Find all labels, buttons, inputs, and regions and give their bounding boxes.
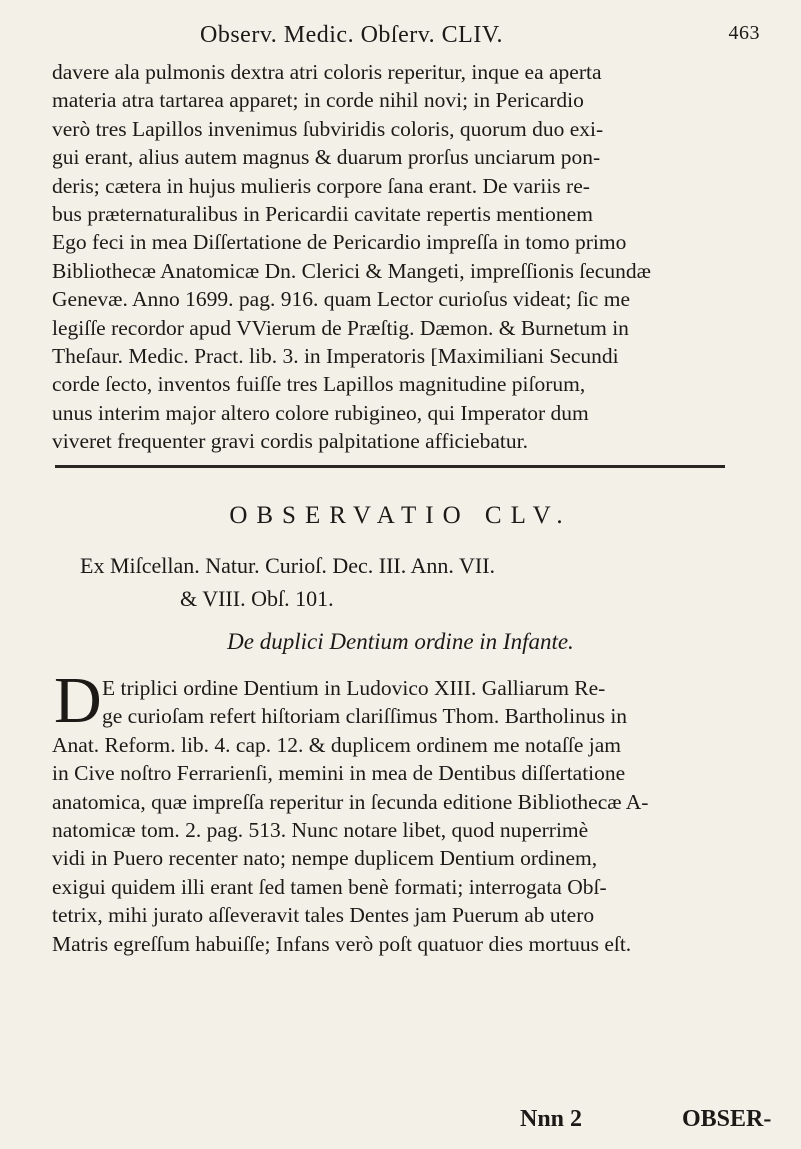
observation-source-line-1: Ex Miſcellan. Natur. Curioſ. Dec. III. Ann. VII. (80, 553, 496, 578)
observation-subtitle: De duplici Dentium ordine in Infante. (227, 629, 574, 654)
text-line: Genevæ. Anno 1699. pag. 916. quam Lector curioſus videat; ſic me (52, 287, 630, 312)
paragraph-observation (52, 664, 774, 958)
text-line: Matris egreſſum habuiſſe; Infans verò poſt quatuor dies mortuus eſt. (52, 931, 632, 956)
running-head (200, 22, 760, 58)
text-line: in Cive noſtro Ferrarienſi, memini in mea de Dentibus diſſertatione (52, 761, 626, 786)
text-line: anatomica, quæ impreſſa reperitur in ſecunda editione Bibliothecæ A- (52, 789, 649, 814)
text-line: deris; cætera in hujus mulieris corpore ſana erant. De variis re- (52, 173, 590, 198)
text-line: viveret frequenter gravi cordis palpitatione afficiebatur. (52, 429, 528, 454)
text-line: materia atra tartarea apparet; in corde nihil novi; in Pericardio (52, 88, 584, 113)
page-number: 463 (728, 22, 760, 44)
printer-signature: Nnn 2 (520, 1106, 583, 1132)
text-line: davere ala pulmonis dextra atri coloris reperitur, inque ea aperta (52, 60, 602, 84)
text-line: bus præternaturalibus in Pericardii cavitate repertis mentionem (52, 202, 593, 227)
text-line: exigui quidem illi erant ſed tamen benè formati; interrogata Obſ- (52, 874, 607, 899)
text-line: verò tres Lapillos invenimus ſubviridis coloris, quorum duo exi- (52, 116, 604, 141)
text-line: Anat. Reform. lib. 4. cap. 12. & duplicem ordinem me notaſſe jam (52, 732, 622, 757)
text-line: Ego feci in mea Diſſertatione de Pericardio impreſſa in tomo primo (52, 230, 627, 255)
observation-source-line-2: & VIII. Obſ. 101. (180, 586, 334, 611)
paragraph-continued (52, 58, 774, 456)
text-line: natomicæ tom. 2. pag. 513. Nunc notare libet, quod nuperrimè (52, 818, 589, 843)
text-line: E triplici ordine Dentium in Ludovico XIII. Galliarum Re- (102, 676, 606, 700)
text-line: Theſaur. Medic. Pract. lib. 3. in Imperatoris [Maximiliani Secundi (52, 344, 619, 369)
text-line: unus interim major altero colore rubigineo, qui Imperator dum (52, 400, 589, 425)
text-line: vidi in Puero recenter nato; nempe duplicem Dentium ordinem, (52, 846, 598, 871)
text-line: legiſſe recordor apud VVierum de Præſtig. Dæmon. & Burnetum in (52, 315, 629, 340)
text-line: Bibliothecæ Anatomicæ Dn. Clerici & Mangeti, impreſſionis ſecundæ (52, 258, 651, 283)
text-line: ge curioſam refert hiſtoriam clariſſimus Thom. Bartholinus in (102, 704, 628, 729)
text-line: tetrix, mihi jurato aſſeveravit tales Dentes jam Puerum ab utero (52, 903, 595, 928)
running-head-text: Observ. Medic. Obſerv. CLIV. (200, 22, 504, 48)
observation-title: OBSERVATIO CLV. (229, 502, 572, 529)
drop-cap: D (54, 664, 102, 737)
text-line: corde ſecto, inventos fuiſſe tres Lapillos magnitudine piſorum, (52, 372, 586, 397)
section-divider-rule (55, 465, 725, 468)
text-line: gui erant, alius autem magnus & duarum prorſus unciarum pon- (52, 145, 601, 170)
catchword: OBSER- (682, 1106, 772, 1132)
